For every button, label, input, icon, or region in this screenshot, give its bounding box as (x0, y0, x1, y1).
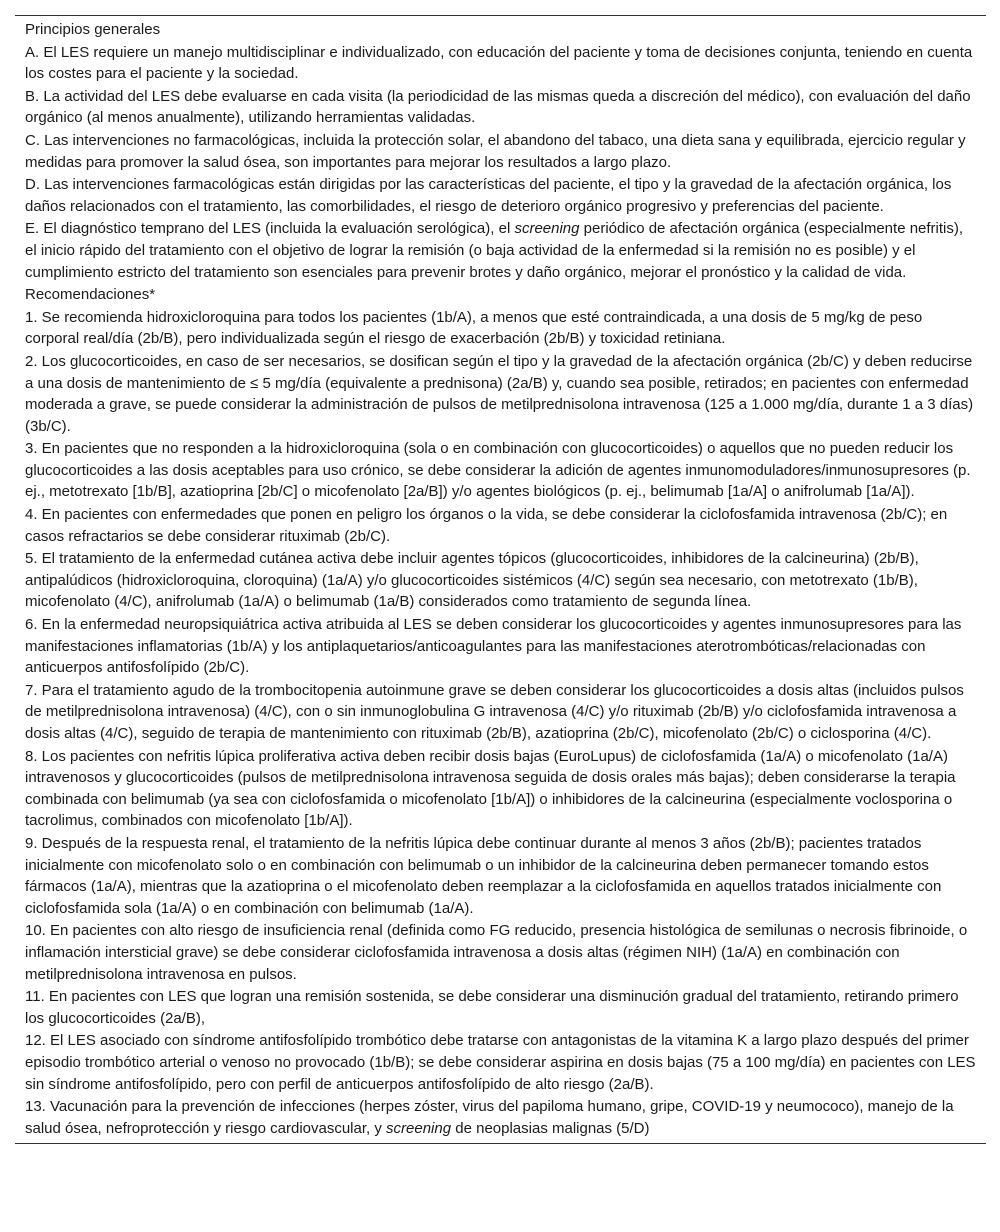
principio-e-em: screening (514, 220, 580, 238)
recomendacion-4: 4. En pacientes con enfermedades que ponen en peligro los órganos o la vida, se debe considerar la ciclofosfamida intravenosa (2b/C); en casos refractarios se debe considerar rituximab (2b/C). (25, 506, 948, 545)
principios-heading: Principios generales (25, 21, 161, 38)
recomendacion-5: 5. El tratamiento de la enfermedad cutánea activa debe incluir agentes tópicos (glucocorticoides, inhibidores de la calcineurina) (2b/B), antipalúdicos (hidroxicloroquina, cloroquina) (1a/A) y/o glucocorticoides sistémicos (4/C) según sea necesario, con metotrexato (1b/B), micofenolato (4/C), anifrolumab (1a/A) o belimumab (1a/B) considerados como tratamiento de segunda línea. (25, 550, 919, 611)
principio-b: B. La actividad del LES debe evaluarse en cada visita (la periodicidad de las mismas queda a discreción del médico), con evaluación del daño orgánico (al menos anualmente), utilizando herramientas validadas. (25, 87, 971, 127)
principio-e-pre: E. El diagnóstico temprano del LES (incluida la evaluación serológica), el (25, 220, 515, 238)
recomendacion-13-pre: 13. Vacunación para la prevención de infecciones (herpes zóster, virus del papiloma humano, gripe, COVID-19 y neumococo), manejo de la salud ósea, nefroprotección y riesgo cardiovascular, y (25, 1098, 954, 1137)
recomendacion-13-em: screening (386, 1119, 452, 1137)
principio-e-post: periódico de afectación orgánica (especialmente nefritis), el inicio rápido del tratamiento con el objetivo de lograr la remisión (o baja actividad de la enfermedad si la remisión no es posible) y el cumplimiento estricto del tratamiento son esenciales para prevenir brotes y daño orgánico, mejorar el pronóstico y la calidad de vida. (25, 220, 964, 281)
recomendacion-3: 3. En pacientes que no responden a la hidroxicloroquina (sola o en combinación con glucocorticoides) o aquellos que no pueden reducir los glucocorticoides a las dosis aceptables para uso crónico, se debe considerar la adición de agentes inmunomoduladores/inmunosupresores (p. ej., metotrexato [1b/B], azatioprina [2b/C] o micofenolato [2a/B]) y/o agentes biológicos (p. ej., belimumab [1a/A] o anifrolumab [1a/A]). (25, 440, 971, 501)
principio-e (15, 217, 986, 283)
recomendacion-6: 6. En la enfermedad neuropsiquiátrica activa atribuida al LES se deben considerar los glucocorticoides y agentes inmunosupresores para las manifestaciones inflamatorias (1b/A) y los antiplaquetarios/anticoagulantes para las manifestaciones aterotrombóticas/relacionadas con anticuerpos antifosfolípido (2b/C). (25, 616, 962, 677)
recomendacion-11: 11. En pacientes con LES que logran una remisión sostenida, se debe considerar una disminución gradual del tratamiento, retirando primero los glucocorticoides (2a/B), (25, 988, 959, 1027)
recomendacion-13 (15, 1095, 986, 1139)
recomendacion-1: 1. Se recomienda hidroxicloroquina para todos los pacientes (1b/A), a menos que esté contraindicada, a una dosis de 5 mg/kg de peso corporal real/día (2b/B), pero individualizada según el riesgo de exacerbación (2b/B) y toxicidad retiniana. (25, 308, 923, 348)
recomendacion-10: 10. En pacientes con alto riesgo de insuficiencia renal (definida como FG reducido, presencia histológica de semilunas o necrosis fibrinoide, o inflamación intersticial grave) se debe considerar ciclofosfamida intravenosa a dosis altas (régimen NIH) (1a/A) en combinación con metilprednisolona intravenosa en pulsos. (25, 922, 968, 983)
recomendacion-2: 2. Los glucocorticoides, en caso de ser necesarios, se dosifican según el tipo y la gravedad de la afectación orgánica (2b/C) y deben reducirse a una dosis de mantenimiento de ≤ 5 mg/día (equivalente a prednisona) (2a/B) y, cuando sea posible, retirados; en pacientes con enfermedad moderada a grave, se puede considerar la administración de pulsos de metilprednisolona intravenosa (125 a 1.000 mg/día, durante 1 a 3 días) (3b/C). (25, 352, 974, 435)
recommendations-table (15, 15, 986, 1144)
recomendacion-9: 9. Después de la respuesta renal, el tratamiento de la nefritis lúpica debe continuar durante al menos 3 años (2b/B); pacientes tratados inicialmente con micofenolato solo o en combinación con belimumab o un inhibidor de la calcineurina deben permanecer tomando estos fármacos (1a/A), mientras que la azatioprina o el micofenolato deben reemplazar a la ciclofosfamida en aquellos tratados inicialmente con ciclofosfamida sola (1a/A) o en combinación con belimumab (1a/A). (25, 834, 942, 917)
principio-a: A. El LES requiere un manejo multidisciplinar e individualizado, con educación del paciente y toma de decisiones conjunta, teniendo en cuenta los costes para el paciente y la sociedad. (25, 43, 973, 83)
principio-d: D. Las intervenciones farmacológicas están dirigidas por las características del paciente, el tipo y la gravedad de la afectación orgánica, los daños relacionados con el tratamiento, las comorbilidades, el riesgo de deterioro orgánico progresivo y preferencias del paciente. (25, 176, 952, 215)
principio-c: C. Las intervenciones no farmacológicas, incluida la protección solar, el abandono del tabaco, una dieta sana y equilibrada, ejercicio regular y medidas para promover la salud ósea, son importantes para mejorar los resultados a largo plazo. (25, 131, 966, 171)
recomendacion-7: 7. Para el tratamiento agudo de la trombocitopenia autoinmune grave se deben considerar los glucocorticoides a dosis altas (incluidos pulsos de metilprednisolona intravenosa) (4/C), con o sin inmunoglobulina G intravenosa (4/C) y/o rituximab (2b/B) y/o ciclofosfamida intravenosa a dosis altas (4/C), seguido de terapia de mantenimiento con rituximab (2b/B), azatioprina (2b/C), micofenolato (2b/C) o ciclosporina (4/C). (25, 681, 964, 742)
recomendacion-13-post: de neoplasias malignas (5/D) (451, 1119, 650, 1137)
recomendaciones-heading: Recomendaciones* (25, 286, 156, 304)
recomendacion-12: 12. El LES asociado con síndrome antifosfolípido trombótico debe tratarse con antagonistas de la vitamina K a largo plazo después del primer episodio trombótico arterial o venoso no provocado (1b/B); se debe considerar aspirina en dosis bajas (75 a 100 mg/día) en pacientes con LES sin síndrome antifosfolípido, pero con perfil de anticuerpos antifosfolípido de alto riesgo (2a/B). (25, 1032, 976, 1093)
recomendacion-8: 8. Los pacientes con nefritis lúpica proliferativa activa deben recibir dosis bajas (EuroLupus) de ciclofosfamida (1a/A) o micofenolato (1a/A) intravenosos y glucocorticoides (pulsos de metilprednisolona intravenosa seguida de dosis orales más bajas); deben considerarse la terapia combinada con belimumab (ya sea con ciclofosfamida o micofenolato [1b/A]) o inhibidores de la calcineurina (especialmente voclosporina o tacrolimus, combinados con micofenolato [1b/A]). (25, 747, 956, 830)
